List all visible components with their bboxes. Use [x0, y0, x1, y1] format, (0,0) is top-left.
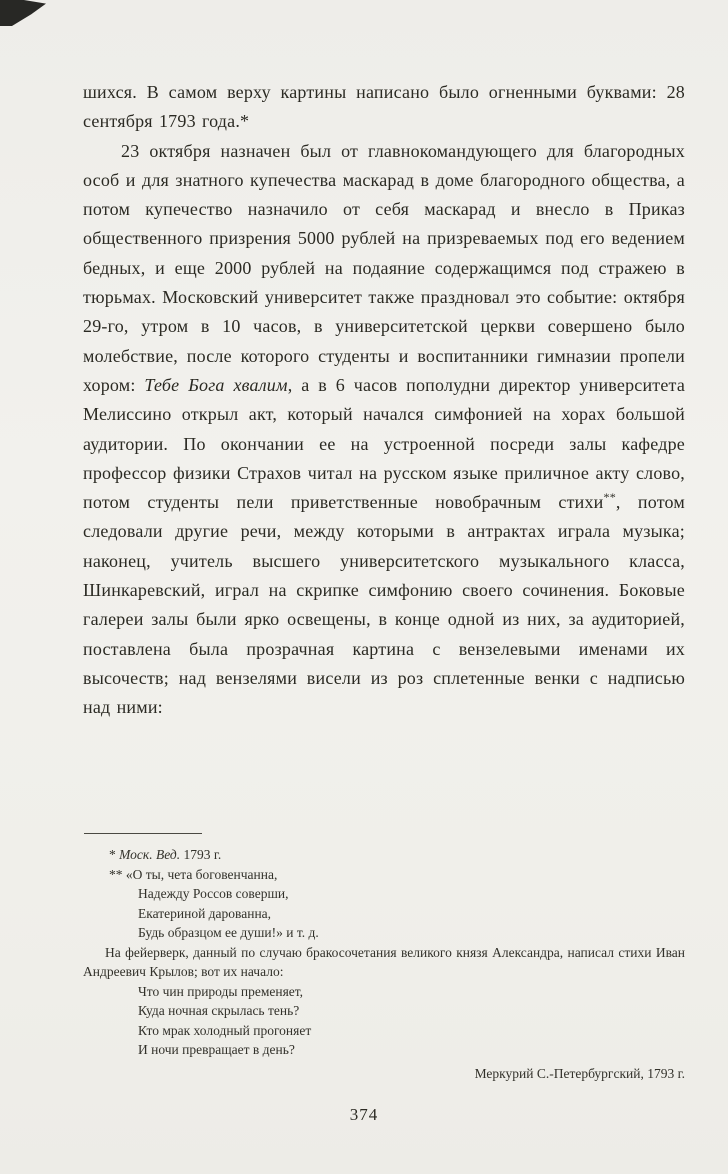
verse-line: Екатериной дарованна,: [138, 905, 272, 921]
paragraph-text: , а в 6 часов пополудни директор университета Мелиссино открыл акт, который начался симфонией на хорах большой аудитории. По окончании ее на устроенной посреди залы кафедре профессор физики Страхов читал на русском языке приличное акту слово, потом студенты пели приветственные новобрачным стихи: [83, 374, 686, 513]
verse-line: Надежду Россов соверши,: [138, 886, 289, 901]
scan-artifact-corner: [0, 0, 46, 26]
verse-line: «О ты, чета боговенчанна,: [125, 866, 278, 882]
verse-line: Что чин природы пременяет,: [138, 983, 304, 999]
footnote-attribution: Меркурий С.-Петербургский, 1793 г.: [474, 1065, 685, 1081]
body-paragraph: шихся. В самом верху картины написано было огненными буквами: 28 сентября 1793 года.*: [83, 82, 685, 132]
footnote-separator: [84, 833, 202, 834]
footnote-entry: [83, 845, 685, 865]
verse-line: Куда ночная скрылась тень?: [138, 1003, 300, 1018]
footnotes: [83, 845, 685, 1083]
page-number: 374: [349, 1105, 379, 1124]
footnote-paragraph: На фейерверк, данный по случаю бракосочетания великого князя Александра, написал стихи Иван Андреевич Крылов; вот их начало:: [83, 944, 685, 979]
footnote-entry: [83, 865, 685, 885]
paragraph-text: , потом следовали другие речи, между которыми в антрактах играла музыка; наконец, учитель высшего университетского музыкального класса, Шинкаревский, играл на скрипке симфонию своего сочинения. Боковые галереи залы были ярко освещены, в конце одной из них, за аудиторией, поставлена была прозрачная картина с вензелевыми именами их высочеств; над вензелями висели из роз сплетенные венки с надписью над ними:: [83, 492, 685, 718]
italic-phrase: Тебе Бога хвалим: [144, 374, 288, 395]
paragraph-text: 23 октября назначен был от главнокомандующего для благородных особ и для знатного купечества маскарад в доме благородного общества, а потом купечество назначило от себя маскарад и внесло в Приказ общественного призрения 5000 рублей на призреваемых под его ведением бедных, и еще 2000 рублей на подаяние содержащимся под стражею в тюрьмах. Московский университет также праздновал это событие: октября 29-го, утром в 10 часов, в университетской церкви совершено было молебствие, после которого студенты и воспитанники гимназии пропели хором:: [83, 140, 685, 395]
body-paragraph: [83, 137, 685, 723]
footnote-marker: **: [603, 490, 616, 505]
footnote-year: 1793 г.: [183, 847, 222, 862]
footnote-marker: *: [109, 847, 116, 862]
main-text: [83, 78, 685, 723]
footnote-marker: **: [109, 866, 123, 882]
verse-line: Кто мрак холодный прогоняет: [138, 1022, 312, 1038]
footnote-source: Моск. Вед.: [119, 847, 181, 862]
verse-line: Будь образцом ее души!» и т. д.: [138, 925, 319, 940]
verse-line: И ночи превращает в день?: [138, 1042, 295, 1057]
